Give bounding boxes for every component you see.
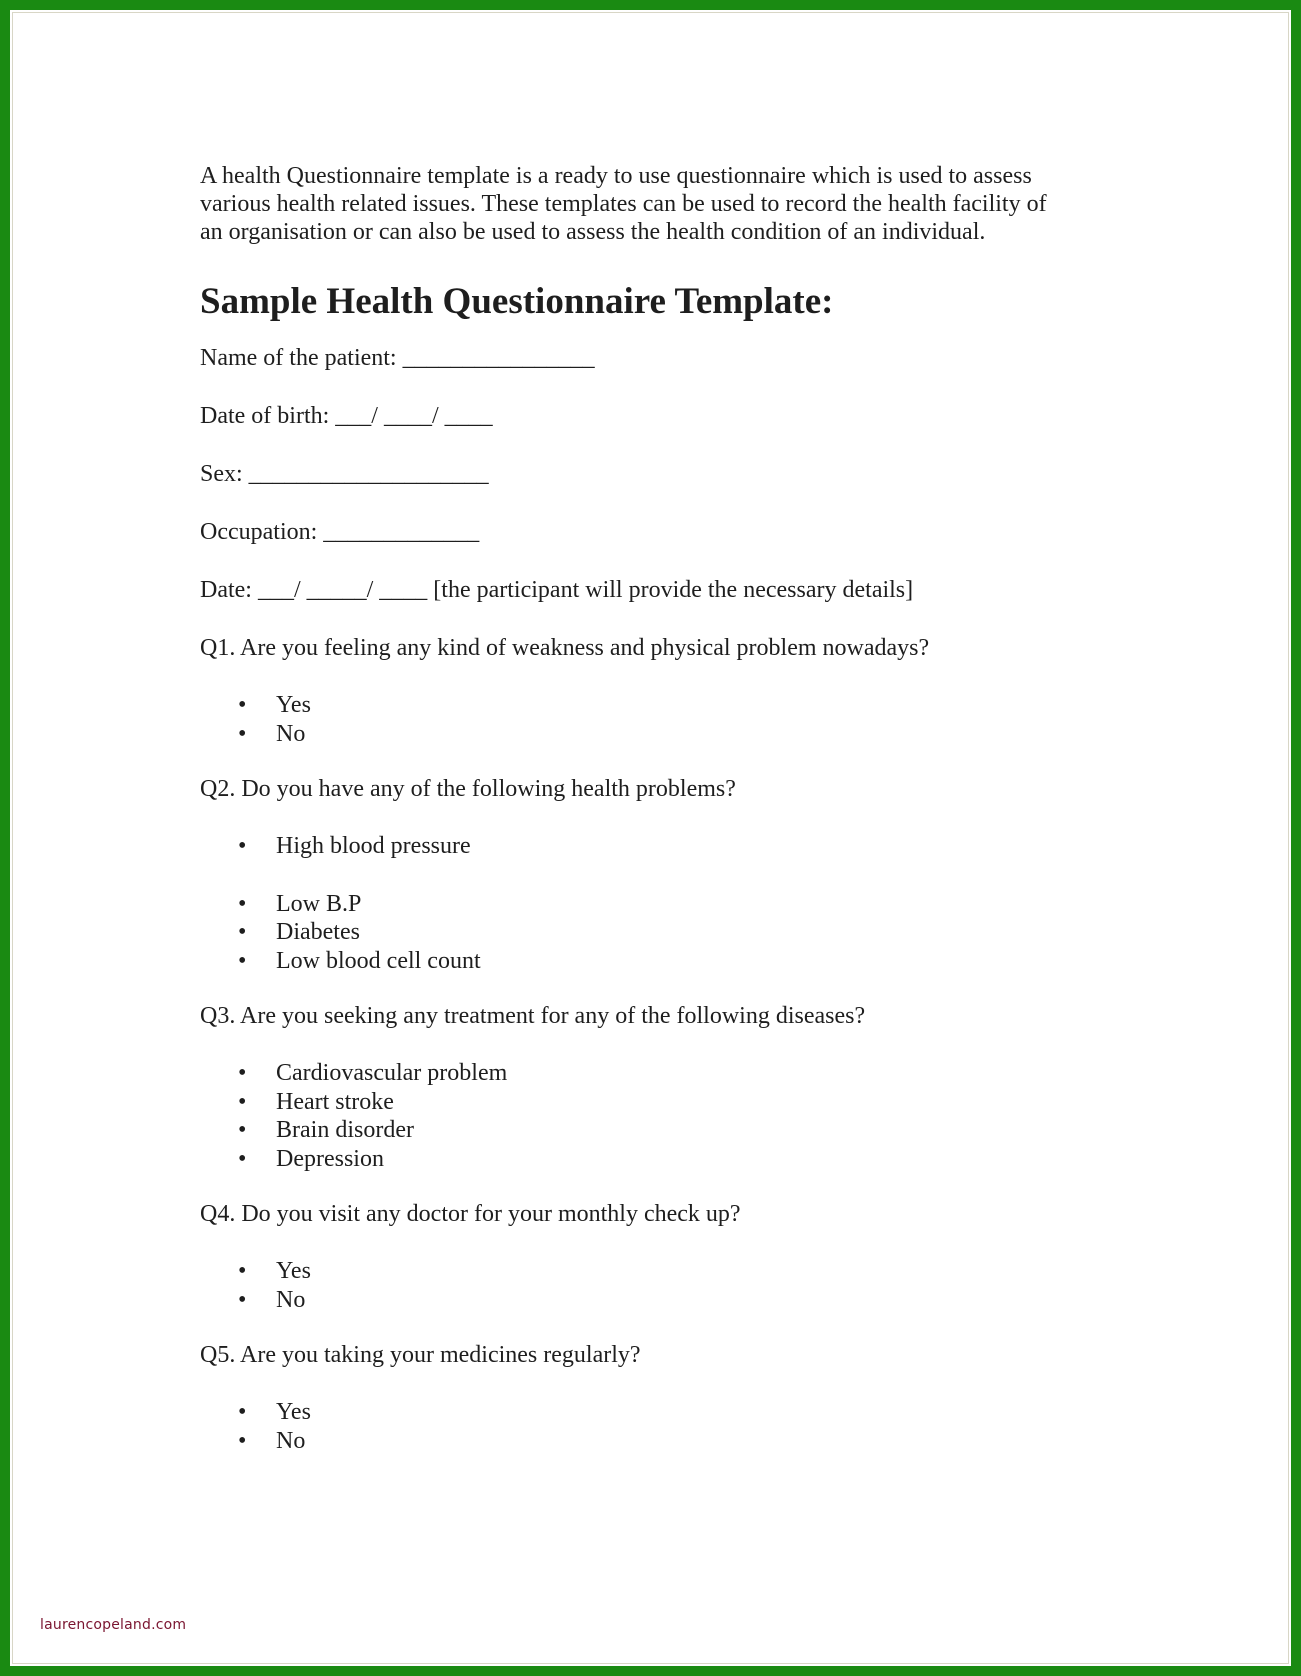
bullet-icon: •: [238, 1088, 247, 1115]
question-5-options: [200, 1398, 1120, 1455]
bullet-icon: •: [238, 692, 247, 718]
question-1-options: [200, 691, 1120, 748]
bullet-icon: •: [238, 1060, 247, 1086]
list-item: [200, 691, 1120, 720]
bullet-icon: •: [238, 919, 247, 945]
option-label: Low blood cell count: [276, 947, 481, 974]
question-3-options: [200, 1059, 1120, 1173]
bullet-icon: •: [238, 1399, 247, 1425]
list-item: [200, 1398, 1120, 1427]
question-2: Q2. Do you have any of the following health problems?: [200, 776, 736, 802]
list-item: [200, 1286, 1120, 1315]
document-page: [200, 162, 1120, 1455]
bullet-icon: •: [238, 947, 247, 974]
list-item: [200, 918, 1120, 947]
option-label: Cardiovascular problem: [276, 1060, 508, 1086]
list-item: [200, 1088, 1120, 1117]
option-label: Low B.P: [276, 890, 362, 917]
date-of-birth-field: Date of birth: ___/ ____/ ____: [200, 403, 493, 429]
date-field: Date: ___/ _____/ ____ [the participant will provide the necessary details]: [200, 577, 914, 603]
bullet-icon: •: [238, 1286, 247, 1313]
option-label: Heart stroke: [276, 1088, 394, 1115]
option-label: Depression: [276, 1145, 384, 1172]
option-label: Diabetes: [276, 919, 360, 945]
intro-line: various health related issues. These templates can be used to record the health facility of: [200, 191, 1047, 217]
bullet-icon: •: [238, 1258, 247, 1284]
option-label: High blood pressure: [276, 833, 471, 859]
intro-line: A health Questionnaire template is a ready to use questionnaire which is used to assess: [200, 163, 1032, 189]
bullet-icon: •: [238, 1145, 247, 1172]
option-label: Yes: [276, 1399, 311, 1425]
intro-line: an organisation or can also be used to assess the health condition of an individual.: [200, 219, 986, 245]
list-item: [200, 832, 1120, 861]
watermark: laurencopeland.com: [40, 1617, 187, 1633]
question-2-options: [200, 832, 1120, 975]
bullet-icon: •: [238, 890, 247, 917]
intro-paragraph: [200, 162, 1120, 246]
option-label: Brain disorder: [276, 1117, 414, 1143]
question-5: Q5. Are you taking your medicines regularly?: [200, 1342, 641, 1368]
question-1: Q1. Are you feeling any kind of weakness and physical problem nowadays?: [200, 635, 930, 661]
sex-field: Sex: ____________________: [200, 461, 489, 487]
bullet-icon: •: [238, 1427, 247, 1454]
bullet-icon: •: [238, 720, 247, 747]
list-item: [200, 1257, 1120, 1286]
question-3: Q3. Are you seeking any treatment for any of the following diseases?: [200, 1003, 866, 1029]
list-item: [200, 1116, 1120, 1145]
list-item: [200, 720, 1120, 749]
bullet-icon: •: [238, 1117, 247, 1143]
patient-name-field: Name of the patient: ________________: [200, 345, 595, 371]
bullet-icon: •: [238, 833, 247, 859]
question-4: Q4. Do you visit any doctor for your monthly check up?: [200, 1201, 741, 1227]
option-label: No: [276, 1286, 306, 1313]
occupation-field: Occupation: _____________: [200, 519, 480, 545]
list-item: [200, 1427, 1120, 1456]
option-label: Yes: [276, 692, 311, 718]
option-label: No: [276, 720, 306, 747]
question-4-options: [200, 1257, 1120, 1314]
option-label: No: [276, 1427, 306, 1454]
option-label: Yes: [276, 1258, 311, 1284]
list-item: [200, 1059, 1120, 1088]
list-item: [200, 1145, 1120, 1174]
page-title: Sample Health Questionnaire Template:: [200, 281, 834, 322]
list-item: [200, 947, 1120, 976]
list-item: [200, 890, 1120, 919]
